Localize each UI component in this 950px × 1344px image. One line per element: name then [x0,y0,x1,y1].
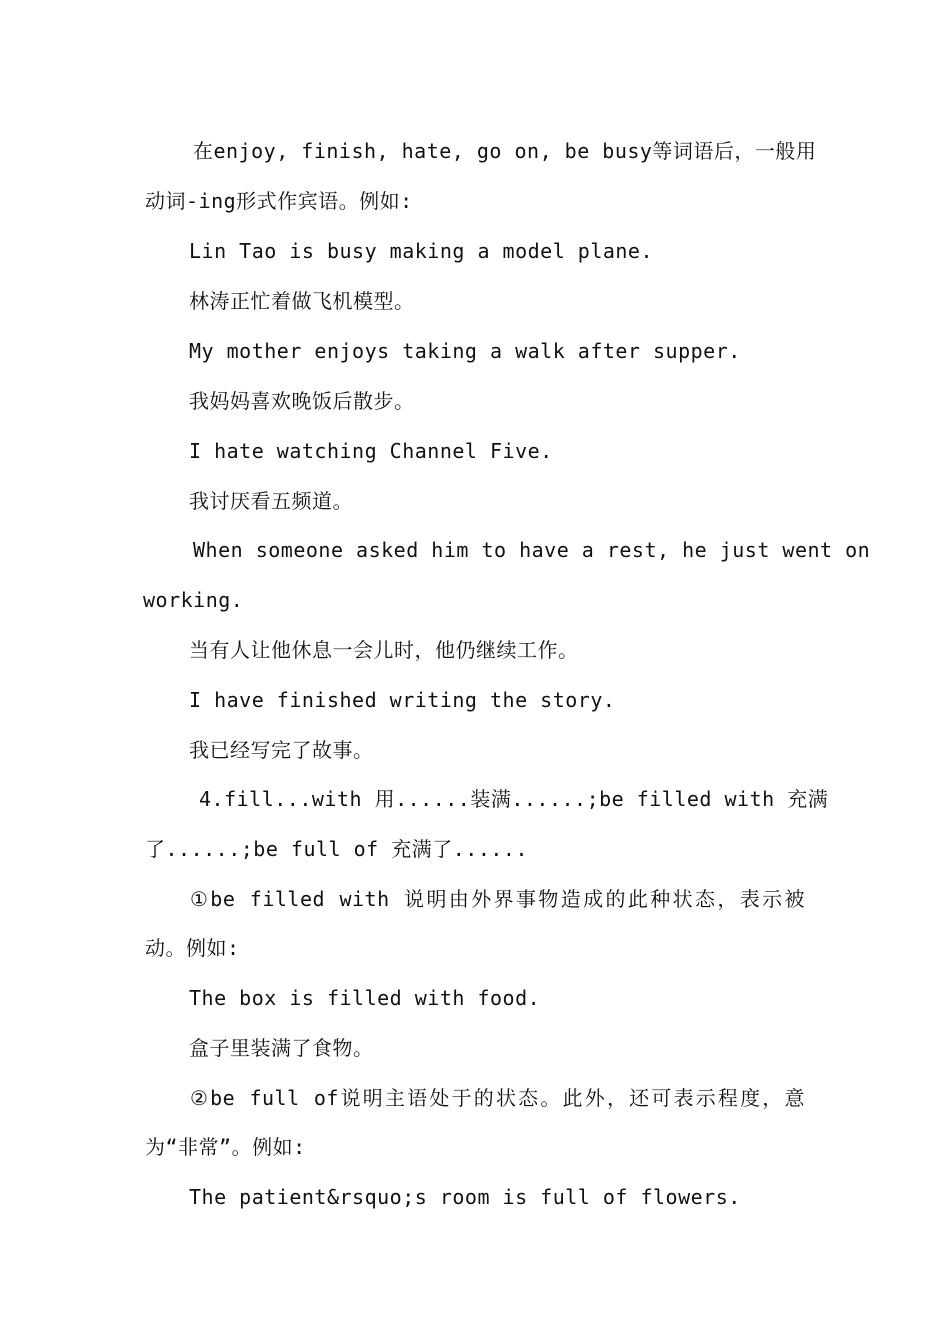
text-line-13: 我已经写完了故事。 [189,738,374,762]
text-line-3: Lin Tao is busy making a model plane. [189,239,654,263]
text-line-12: I have finished writing the story. [189,688,616,712]
text-line-7: I hate watching Channel Five. [189,439,553,463]
text-line-19: 盒子里装满了食物。 [189,1036,374,1060]
text-line-4: 林涛正忙着做飞机模型。 [189,289,415,313]
text-line-10: working. [143,588,244,612]
text-line-11: 当有人让他休息一会儿时，他仍继续工作。 [189,638,579,662]
text-line-5: My mother enjoys taking a walk after supper. [189,339,741,363]
text-line-6: 我妈妈喜欢晚饭后散步。 [189,389,415,413]
text-line-18: The box is filled with food. [189,986,541,1010]
text-line-1: 在enjoy, finish, hate, go on, be busy等词语后，一般用 [193,139,817,163]
text-line-21: 为“非常”。例如: [145,1135,306,1159]
text-line-9: When someone asked him to have a rest, he just went on [193,538,871,562]
text-line-22: The patient&rsquo;s room is full of flowers. [189,1185,741,1209]
text-line-16: ①be filled with 说明由外界事物造成的此种状态，表示被 [190,887,805,911]
text-line-15: 了......;be full of 充满了...... [145,837,528,861]
text-line-2: 动词-ing形式作宾语。例如: [145,189,413,213]
text-line-8: 我讨厌看五频道。 [189,489,353,513]
text-line-17: 动。例如: [145,936,240,960]
text-line-14: 4.fill...with 用......装满......;be filled with 充满 [199,787,829,811]
text-line-20: ②be full of说明主语处于的状态。此外，还可表示程度，意 [190,1086,805,1110]
